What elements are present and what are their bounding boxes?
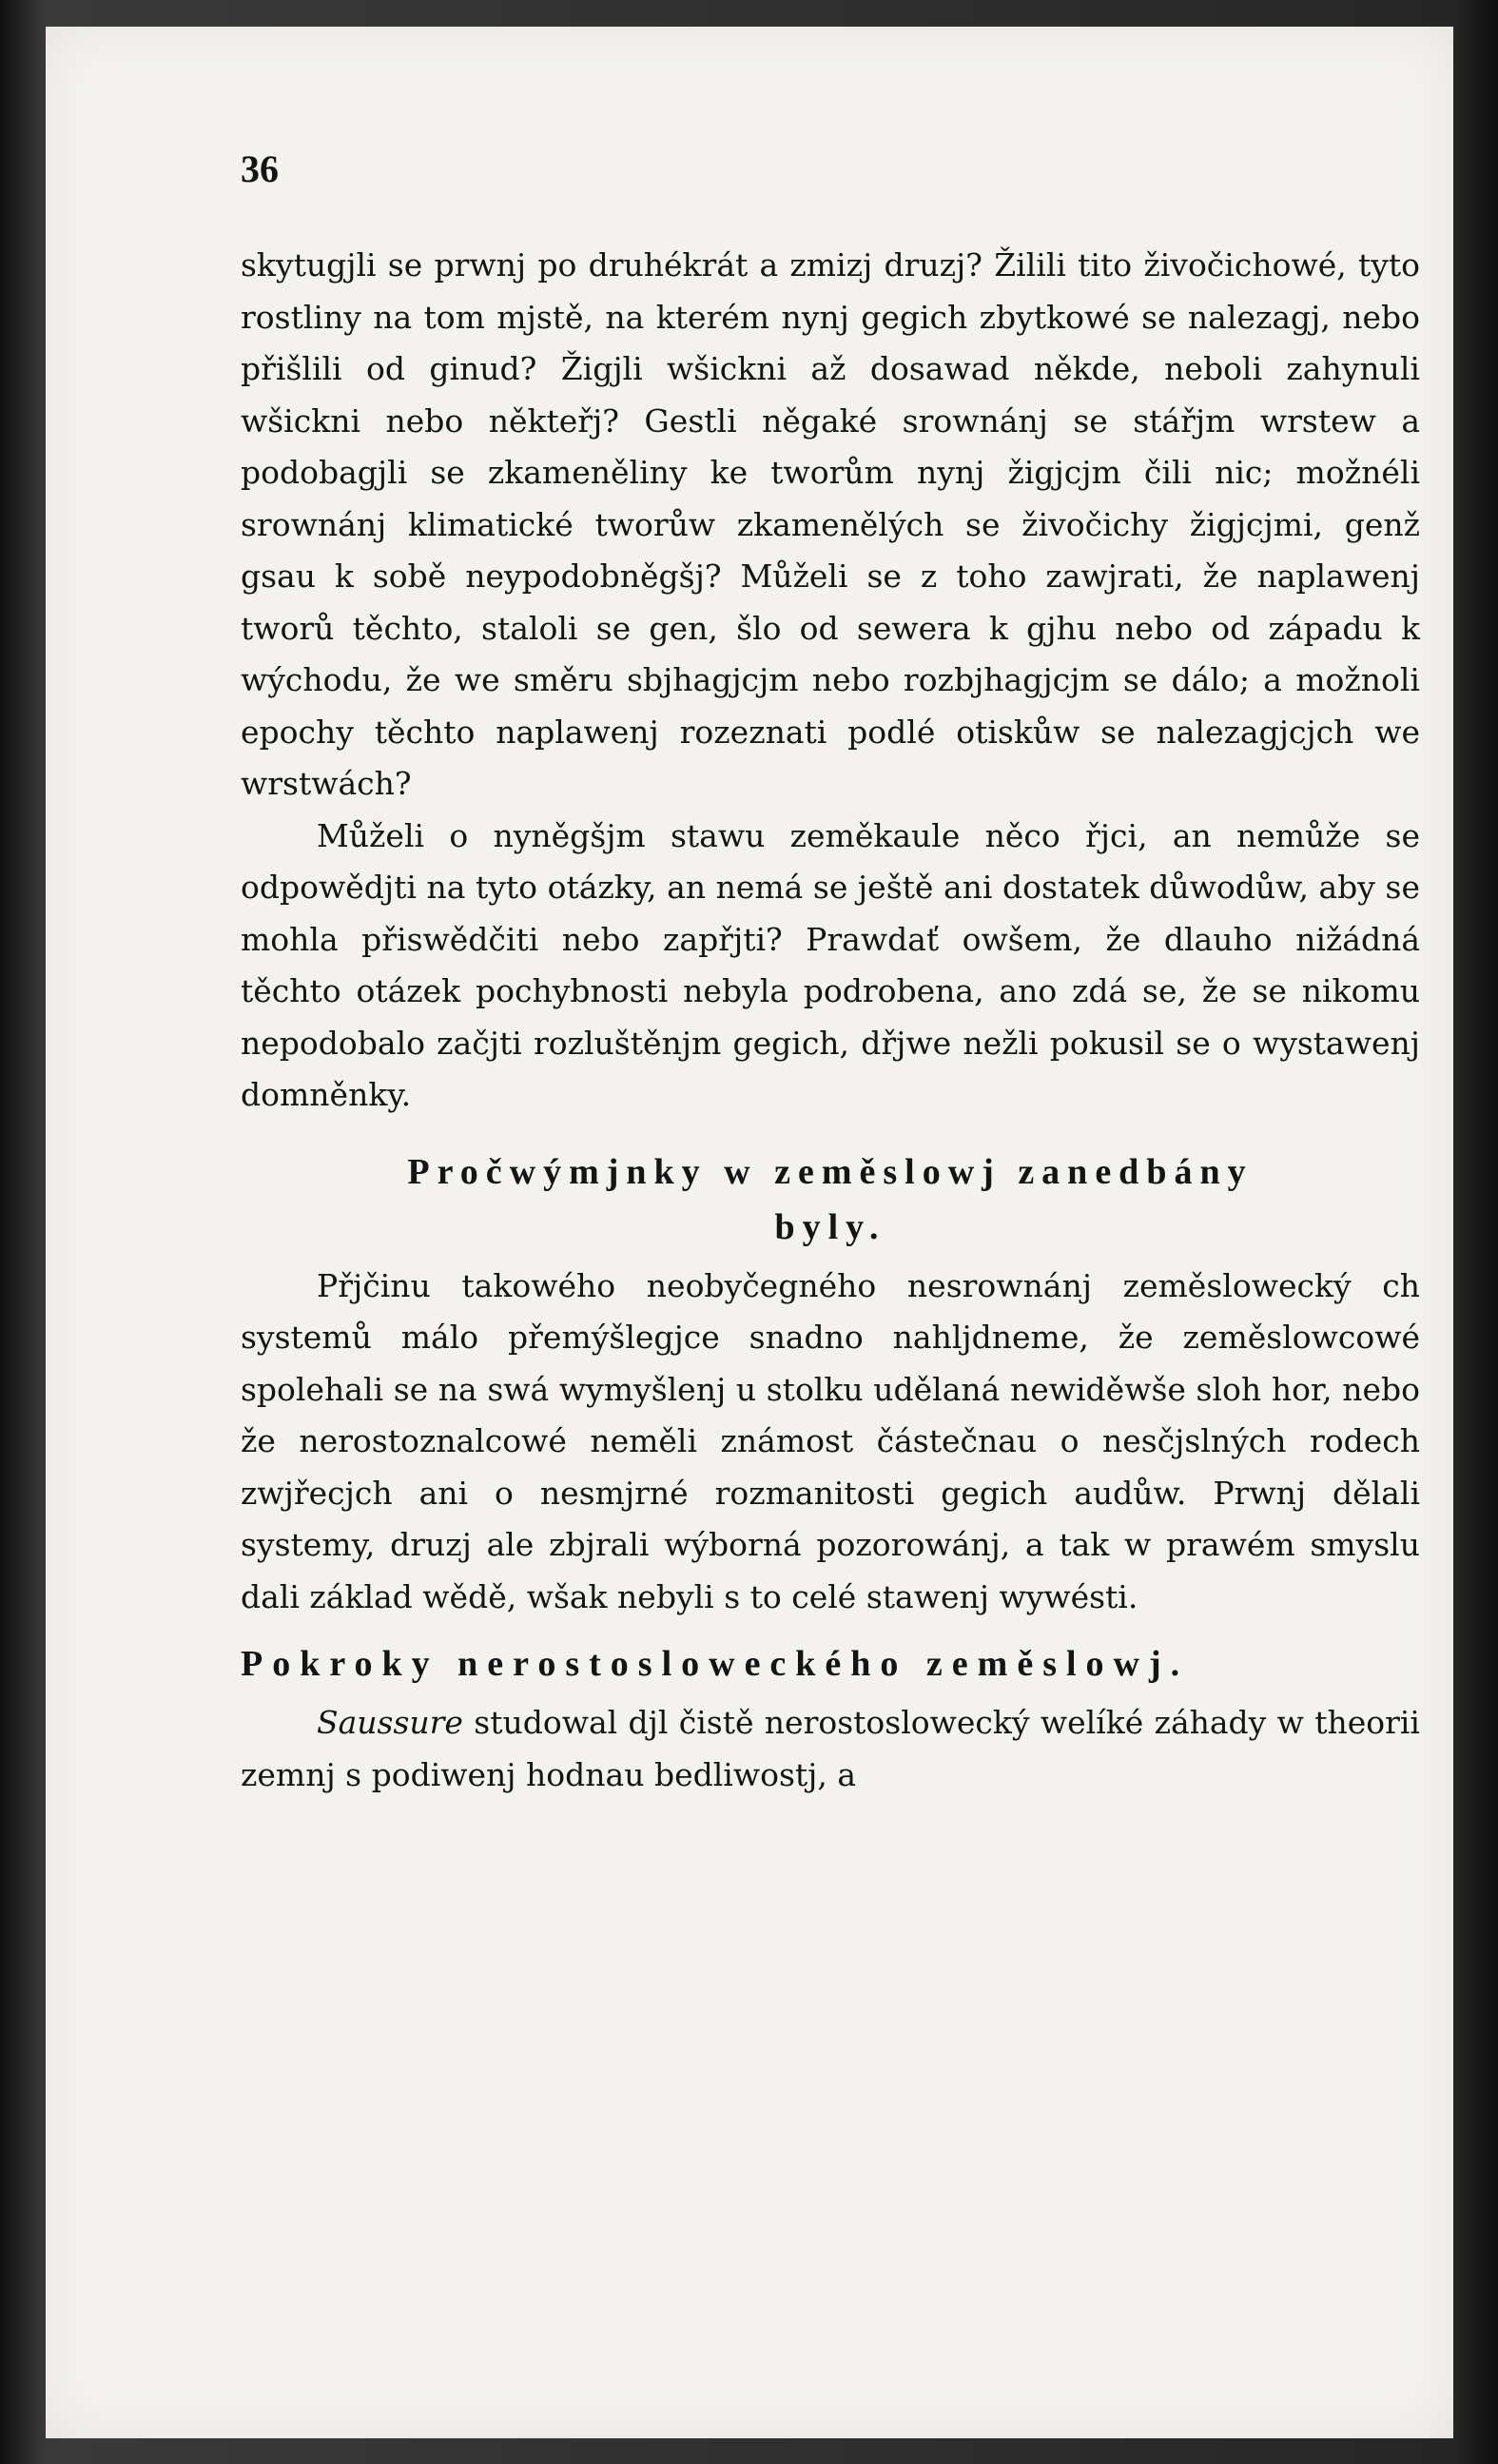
book-page [46, 27, 1453, 2438]
paragraph-4-text: studowal djl čistě nerostoslowecký welíké záhady w theorii zemnj s podiwenj hodnau bedliwostj, a [241, 1704, 1420, 1793]
paragraph-2: Můželi o nyněgšjm stawu zeměkaule něco řjci, an nemůže se odpowědjti na tyto otázky, an nemá se ještě ani dostatek důwodůw, aby se mohla přiswědčiti nebo zapřjti? Prawdať owšem, že dlauho nižádná těchto otázek pochybnosti nebyla podrobena, ano zdá se, že se nikomu nepodobalo začjti rozluštěnjm gegich, dřjwe nežli pokusil se o wystawenj domněnky. [241, 816, 1420, 1113]
page-number: 36 [241, 147, 279, 190]
section-heading-2: Pokroky nerostosloweckého zeměslowj. [241, 1644, 1190, 1684]
section-heading-1 [241, 1144, 1420, 1255]
paragraph-4 [241, 1697, 1420, 1801]
section-heading-1-line-2: byly. [774, 1206, 886, 1247]
page-content [241, 147, 1420, 1801]
author-name: Saussure [317, 1704, 463, 1741]
section-heading-1-line-1: Pročwýmjnky w zeměslowj zanedbány [407, 1151, 1254, 1192]
paragraph-3: Přjčinu takowého neobyčegného nesrownánj zeměslowecký ch systemů málo přemýšlegjce snadno nahljdneme, že zeměslowcowé spolehali se na swá wymyšlenj u stolku udělaná newiděwše sloh hor, nebo že nerostoznalcowé neměli známost částečnau o nesčjslných rodech zwjřecjch ani o nesmjrné rozmanitosti gegich audůw. Prwnj dělali systemy, druzj ale zbjrali wýborná pozorowánj, a tak w prawém smyslu dali základ wědě, wšak nebyli s to celé stawenj wywésti. [241, 1266, 1420, 1615]
paragraph-1: skytugjli se prwnj po druhékrát a zmizj druzj? Žilili tito živočichowé, tyto rostliny na tom mjstě, na kterém nynj gegich zbytkowé se nalezagj, nebo přišlili od ginud? Žigjli wšickni až dosawad někde, neboli zahynuli wšickni nebo někteřj? Gestli něgaké srownánj se stářjm wrstew a podobagjli se zkameněliny ke tworům nynj žigjcjm čili nic; možnéli srownánj klimatické tworůw zkamenělých se živočichy žigjcjmi, genž gsau k sobě neypodobněgšj? Můželi se z toho zawjrati, že naplawenj tworů těchto, staloli se gen, šlo od sewera k gjhu nebo od západu k wýchodu, že we směru sbjhagjcjm nebo rozbjhagjcjm se dálo; a možnoli epochy těchto naplawenj rozeznati podlé otiskůw se nalezagjcjch we wrstwách? [241, 246, 1420, 802]
spacer [241, 1122, 1420, 1135]
